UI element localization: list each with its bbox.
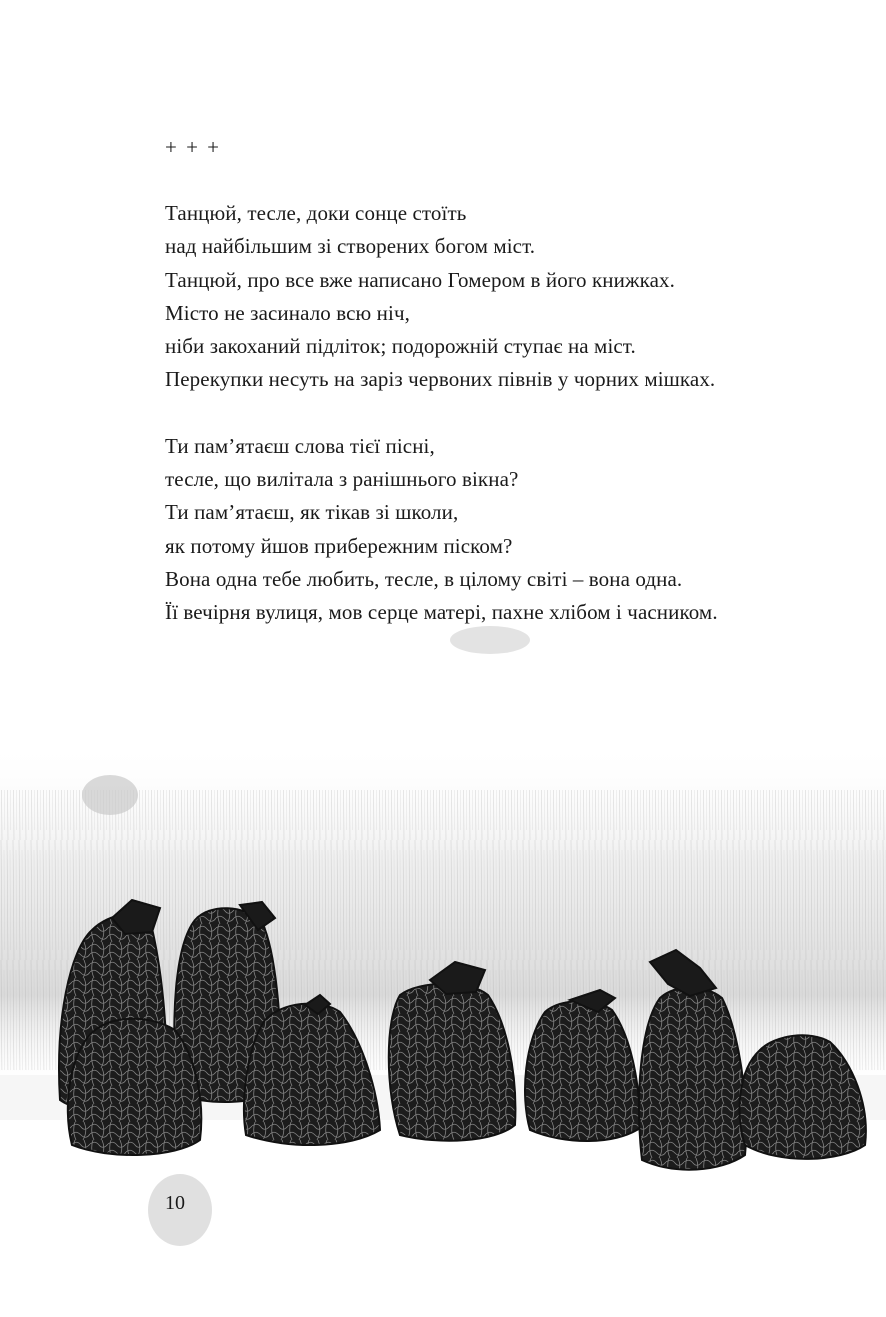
poem-line: як потому йшов прибережним піском? — [165, 533, 513, 558]
stanza-gap — [165, 397, 855, 430]
poem-line: Вона одна тебе любить, тесле, в цілому світі – вона одна. — [165, 566, 683, 591]
bag-3 — [68, 1019, 201, 1155]
poem-line: Перекупки несуть на заріз червоних півнів у чорних мішках. — [165, 367, 716, 392]
poem-line: Її вечірня вулиця, мов серце матері, пахне хлібом і часником. — [165, 600, 718, 625]
section-marker: + + + — [165, 135, 222, 159]
poem-line: над найбільшим зі створених богом міст. — [165, 234, 536, 259]
bags-illustration — [0, 600, 886, 1317]
stanza-gap — [165, 164, 855, 197]
poem-line: Танцюй, про все вже написано Гомером в його книжках. — [165, 267, 675, 292]
poem-line: тесле, що вилітала з ранішнього вікна? — [165, 467, 519, 492]
stanza-1 — [165, 197, 855, 397]
poem-line: Місто не засинало всю ніч, — [165, 300, 410, 325]
page-number: 10 — [165, 1192, 185, 1214]
poem-line: Ти пам’ятаєш, як тікав зі школи, — [165, 500, 459, 525]
poem-line: Ти пам’ятаєш слова тієї пісні, — [165, 433, 435, 458]
poem-line: ніби закоханий підліток; подорожній ступає на міст. — [165, 334, 636, 359]
poem-line: Танцюй, тесле, доки сонце стоїть — [165, 201, 467, 225]
poem — [165, 131, 855, 630]
